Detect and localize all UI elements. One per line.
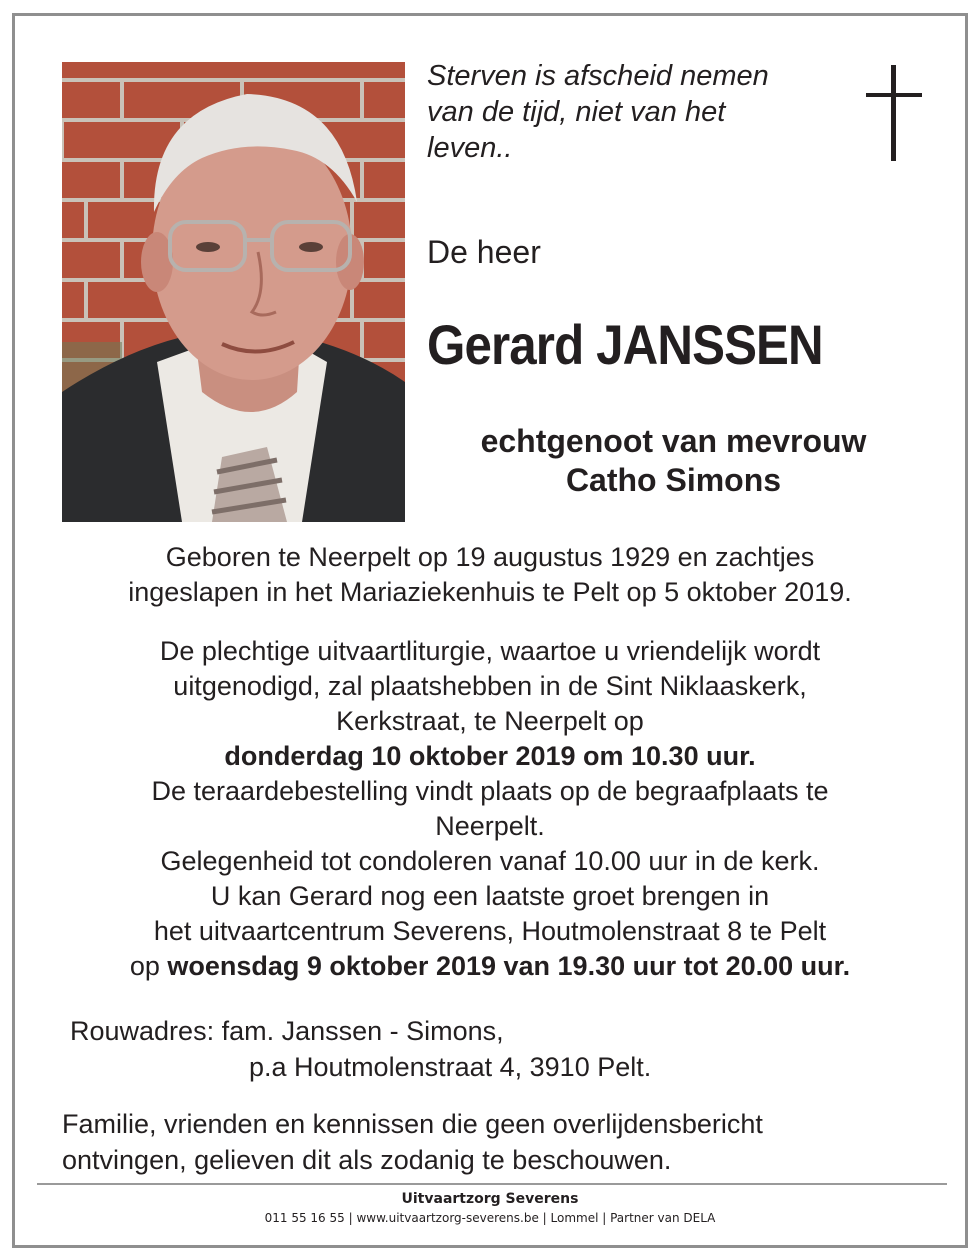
text-line: U kan Gerard nog een laatste groet brengen in (210, 881, 770, 911)
footer (15, 1189, 965, 1227)
ceremony-text (15, 634, 965, 984)
mourning-address (70, 1013, 651, 1085)
quote-line: van de tijd, niet van het (427, 96, 726, 128)
cross-icon (866, 65, 922, 166)
text-line: De plechtige uitvaartliturgie, waartoe u vriendelijk wordt (159, 636, 821, 666)
funeral-date: donderdag 10 oktober 2019 om 10.30 uur. (224, 741, 756, 771)
notice-text (62, 1106, 763, 1178)
notice-line: Familie, vrienden en kennissen die geen overlijdensbericht (62, 1109, 763, 1139)
text-line: Geboren te Neerpelt op 19 augustus 1929 en zachtjes (165, 542, 815, 572)
honorific: De heer (427, 234, 541, 270)
quote-line: Sterven is afscheid nemen (427, 60, 769, 92)
address-line: p.a Houtmolenstraat 4, 3910 Pelt. (249, 1052, 652, 1082)
spouse-line: echtgenoot van mevrouw (480, 423, 867, 459)
address-line: Rouwadres: fam. Janssen - Simons, (70, 1016, 504, 1046)
portrait-photo (62, 62, 405, 522)
notice-line: ontvingen, gelieven dit als zodanig te beschouwen. (62, 1145, 672, 1175)
spouse-info (427, 422, 920, 500)
spouse-line: Catho Simons (565, 462, 782, 498)
text-line: uitgenodigd, zal plaatshebben in de Sint Niklaaskerk, (173, 671, 807, 701)
text-line: Gelegenheid tot condoleren vanaf 10.00 uur in de kerk. (160, 846, 820, 876)
footer-divider (37, 1183, 947, 1185)
text-line: het uitvaartcentrum Severens, Houtmolenstraat 8 te Pelt (153, 916, 827, 946)
quote-line: leven.. (427, 132, 513, 164)
text-line: Neerpelt. (435, 811, 545, 841)
text-line: Kerkstraat, te Neerpelt op (336, 706, 644, 736)
visitation-date: woensdag 9 oktober 2019 van 19.30 uur tot 20.00 uur. (167, 951, 851, 981)
funeral-home-name: Uitvaartzorg Severens (401, 1191, 579, 1207)
text-line: De teraardebestelling vindt plaats op de begraafplaats te (151, 776, 829, 806)
text-line: ingeslapen in het Mariaziekenhuis te Pelt op 5 oktober 2019. (128, 577, 852, 607)
visitation-line (15, 949, 965, 984)
obituary-card (12, 13, 968, 1248)
birth-death-text (15, 540, 965, 610)
funeral-home-contact: 011 55 16 55 | www.uitvaartzorg-severens.be | Lommel | Partner van DELA (264, 1211, 716, 1225)
deceased-name: Gerard JANSSEN (427, 313, 823, 376)
memorial-quote (427, 58, 847, 166)
visitation-prefix: op (129, 951, 160, 981)
